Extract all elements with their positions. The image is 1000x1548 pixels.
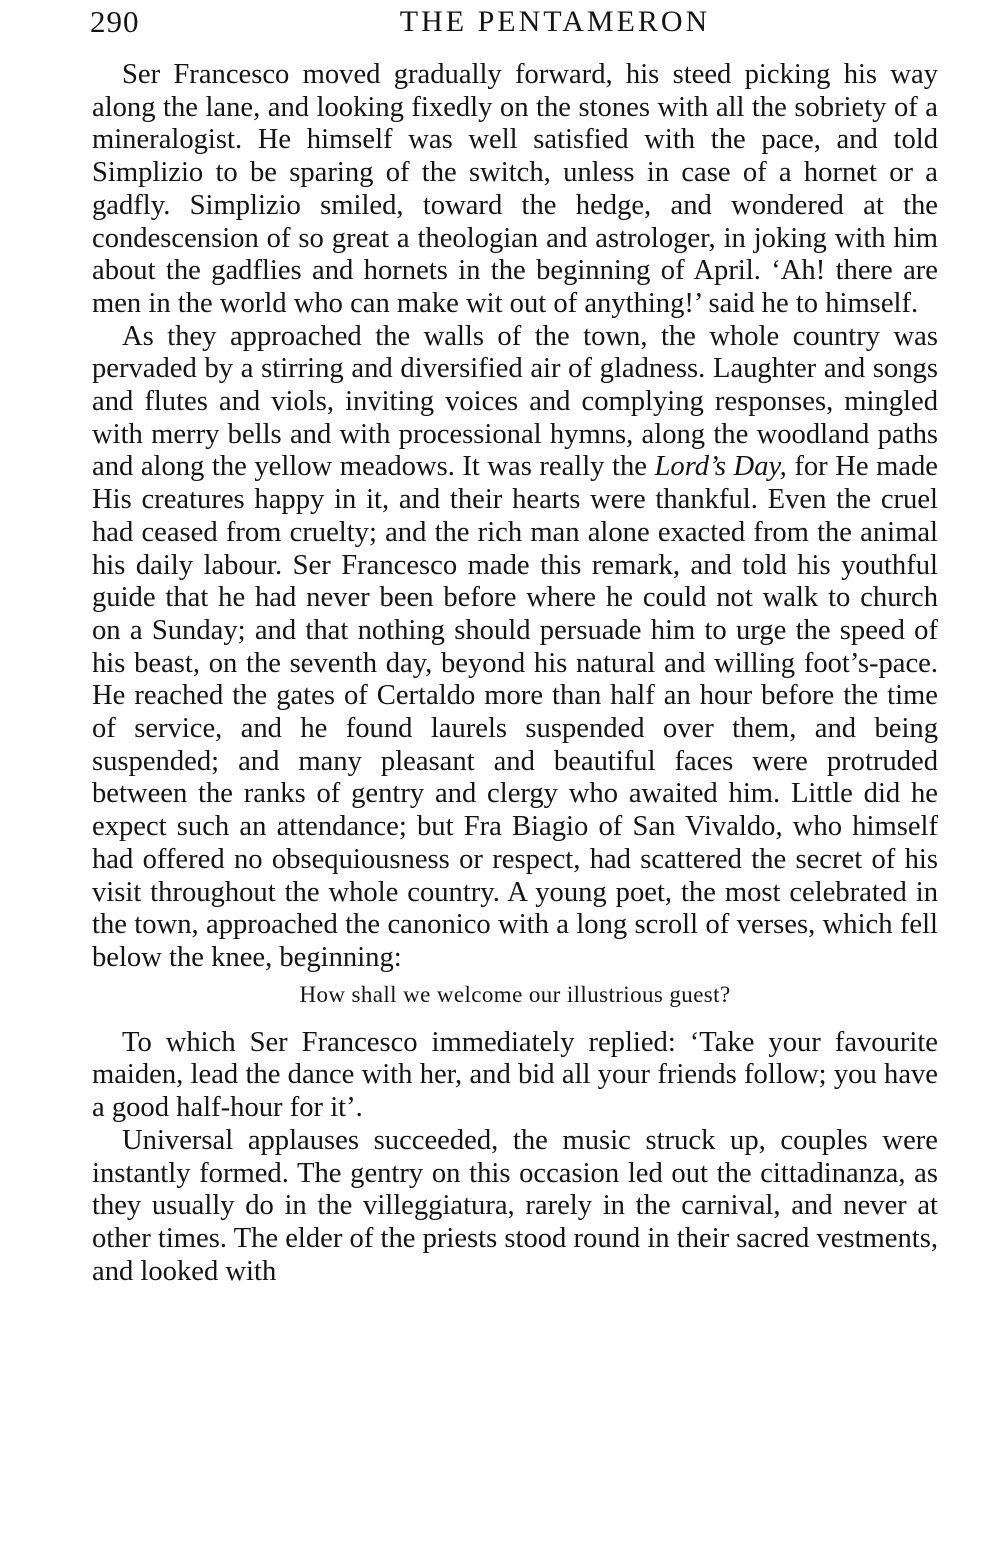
- paragraph-2-text-start: As they approached the walls of the town, the whole country was pervaded by a stirring and diversified air of gladness. Laughter and songs and flutes and viols, inviting voices and complying responses, mingled with merry bells and with processional hymns, along the woodland paths and along the yellow meadows. It was really the: [92, 320, 938, 483]
- paragraph-3: To which Ser Francesco immediately replied: ‘Take your favourite maiden, lead the dance with her, and bid all your friends follow; you have a good half-hour for it’.: [92, 1026, 938, 1124]
- running-title: THE PENTAMERON: [399, 5, 711, 38]
- page-header: [90, 2, 940, 42]
- body-text: [92, 59, 938, 1288]
- verse-quote: How shall we welcome our illustrious guest?: [299, 981, 731, 1007]
- paragraph-1-text: Ser Francesco moved gradually forward, his steed picking his way along the lane, and looking fixedly on the stones with all the sobriety of a mineralogist. He himself was well satisfied with the pace, and told Simplizio to be sparing of the switch, unless in case of a hornet or a gadfly. Simplizio smiled, toward the hedge, and wondered at the condescension of so great a theologian and astrologer, in joking with him about the gadflies and hornets in the beginning of April. ‘Ah! there are men in the world who can make wit out of anything!’ said he to himself.: [92, 59, 938, 319]
- paragraph-4: Universal applauses succeeded, the music struck up, couples were instantly formed. The gentry on this occasion led out the cittadinanza, as they usually do in the villeggiatura, rarely in the carnival, and never at other times. The elder of the priests stood round in their sacred vestments, and looked with: [92, 1124, 938, 1287]
- page-number: 290: [90, 4, 140, 39]
- paragraph-2-italic: Lord’s Day,: [654, 451, 787, 483]
- paragraph-2: [92, 321, 938, 975]
- paragraph-1: [92, 59, 938, 321]
- paragraph-2-text-end: for He made His creatures happy in it, and their hearts were thankful. Even the cruel had ceased from cruelty; and the rich man alone exacted from the animal his daily labour. Ser Francesco made this remark, and told his youthful guide that he had never been before where he could not walk to church on a Sunday; and that nothing should persuade him to urge the speed of his beast, on the seventh day, beyond his natural and willing foot’s-pace. He reached the gates of Certaldo more than half an hour before the time of service, and he found laurels suspended over them, and being suspended; and many pleasant and beautiful faces were protruded between the ranks of gentry and clergy who awaited him. Little did he expect such an attendance; but Fra Biagio of San Vivaldo, who himself had offered no obsequiousness or respect, had scattered the secret of his visit throughout the whole country. A young poet, the most celebrated in the town, approached the canonico with a long scroll of verses, which fell below the knee, beginning:: [92, 451, 938, 973]
